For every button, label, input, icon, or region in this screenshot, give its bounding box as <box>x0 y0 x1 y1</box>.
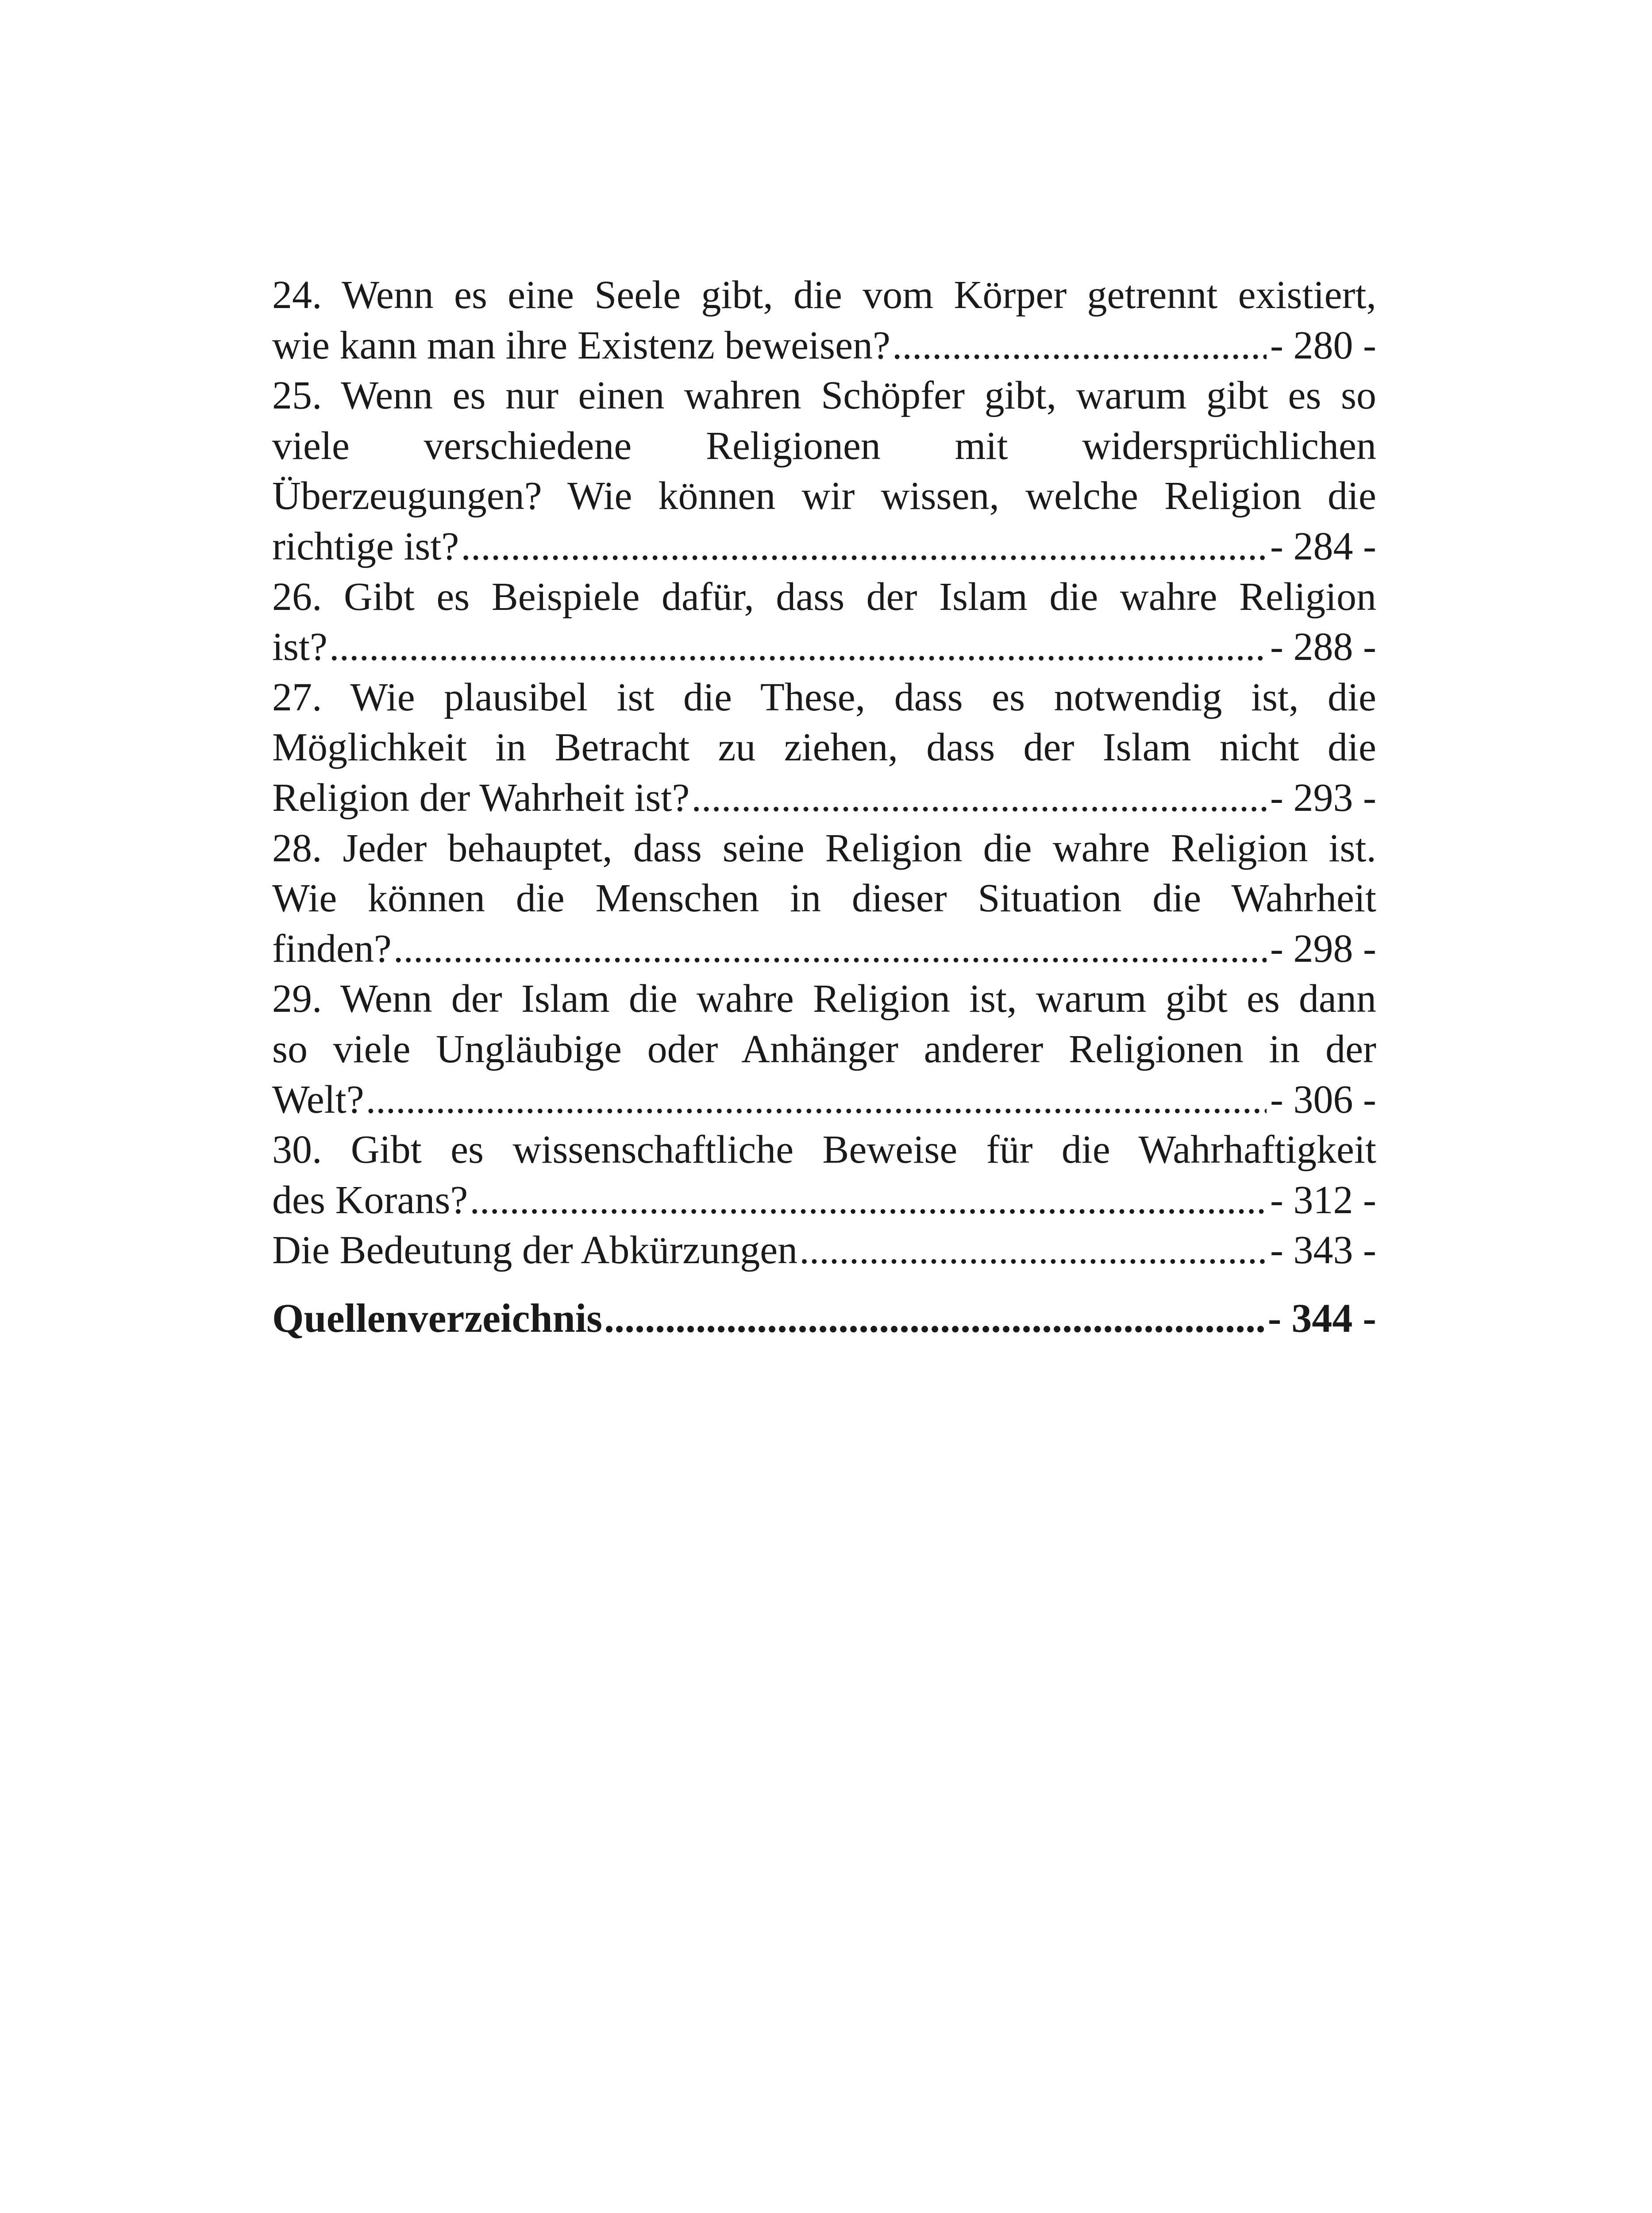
page-number: - 280 - <box>1270 323 1376 367</box>
toc-entry-leader-line <box>272 1075 1376 1125</box>
toc-entry-leader-line <box>272 521 1376 572</box>
toc-entry-text: richtige ist? <box>272 524 459 568</box>
toc-entry-leader-line <box>272 1175 1376 1226</box>
toc-entry-text: so viele Ungläubige oder Anhänger anderer Religionen in der <box>272 1027 1376 1071</box>
toc-entry-text: viele verschiedene Religionen mit widersprüchlichen <box>272 424 1376 468</box>
toc-entry-leader-line <box>272 924 1376 974</box>
toc-entry-leader-line <box>272 773 1376 823</box>
toc-entry-text: 29. Wenn der Islam die wahre Religion ist, warum gibt es dann <box>272 977 1376 1021</box>
dot-leader <box>470 1175 1267 1226</box>
toc-entry-text: Quellenverzeichnis <box>272 1295 603 1341</box>
toc-entry-text: 27. Wie plausibel ist die These, dass es notwendig ist, die <box>272 675 1376 719</box>
toc-entry-leader-line <box>272 1225 1376 1276</box>
toc-entry-text: Religion der Wahrheit ist? <box>272 775 690 820</box>
toc-entry-text: Wie können die Menschen in dieser Situation die Wahrheit <box>272 876 1376 921</box>
page-number: - 312 - <box>1270 1178 1376 1222</box>
page-number: - 343 - <box>1270 1228 1376 1272</box>
toc-entry-28[interactable] <box>272 823 1376 974</box>
page-number: - 344 - <box>1267 1295 1376 1341</box>
page-number: - 306 - <box>1270 1077 1376 1122</box>
table-of-contents <box>272 270 1376 1343</box>
toc-entry-bibliography[interactable] <box>272 1293 1376 1344</box>
toc-entry-text: 26. Gibt es Beispiele dafür, dass der Islam die wahre Religion <box>272 574 1376 619</box>
dot-leader <box>892 320 1267 371</box>
toc-entry-26[interactable] <box>272 572 1376 672</box>
toc-entry-text: 30. Gibt es wissenschaftliche Beweise für die Wahrhaftigkeit <box>272 1128 1376 1172</box>
toc-entry-leader-line <box>272 1293 1376 1344</box>
page-number: - 284 - <box>1270 524 1376 568</box>
toc-entry-text: wie kann man ihre Existenz beweisen? <box>272 323 890 367</box>
dot-leader <box>366 1075 1267 1125</box>
toc-entry-text: Überzeugungen? Wie können wir wissen, welche Religion die <box>272 474 1376 518</box>
page-number: - 298 - <box>1270 926 1376 971</box>
dot-leader <box>393 924 1267 974</box>
toc-entry-text: Möglichkeit in Betracht zu ziehen, dass der Islam nicht die <box>272 725 1376 770</box>
toc-entry-text: Die Bedeutung der Abkürzungen <box>272 1228 798 1272</box>
toc-entry-24[interactable] <box>272 270 1376 370</box>
toc-entry-text: 25. Wenn es nur einen wahren Schöpfer gibt, warum gibt es so <box>272 374 1376 418</box>
toc-entry-text: des Korans? <box>272 1178 468 1222</box>
toc-entry-27[interactable] <box>272 672 1376 823</box>
toc-entry-text: ist? <box>272 625 327 669</box>
toc-entry-text: finden? <box>272 926 392 971</box>
toc-entry-abbreviations[interactable] <box>272 1225 1376 1276</box>
page-number: - 288 - <box>1270 625 1376 669</box>
toc-entry-leader-line <box>272 622 1376 672</box>
toc-entry-text: 28. Jeder behauptet, dass seine Religion die wahre Religion ist. <box>272 826 1376 870</box>
dot-leader <box>329 622 1267 672</box>
toc-entry-29[interactable] <box>272 974 1376 1125</box>
dot-leader <box>604 1293 1264 1344</box>
page-number: - 293 - <box>1270 775 1376 820</box>
toc-entry-text: Welt? <box>272 1077 364 1122</box>
dot-leader <box>691 773 1267 823</box>
dot-leader <box>461 521 1267 572</box>
toc-entry-leader-line <box>272 320 1376 371</box>
dot-leader <box>799 1225 1267 1276</box>
toc-entry-30[interactable] <box>272 1125 1376 1225</box>
toc-entry-text: 24. Wenn es eine Seele gibt, die vom Körper getrennt existiert, <box>272 273 1376 317</box>
toc-entry-25[interactable] <box>272 370 1376 571</box>
